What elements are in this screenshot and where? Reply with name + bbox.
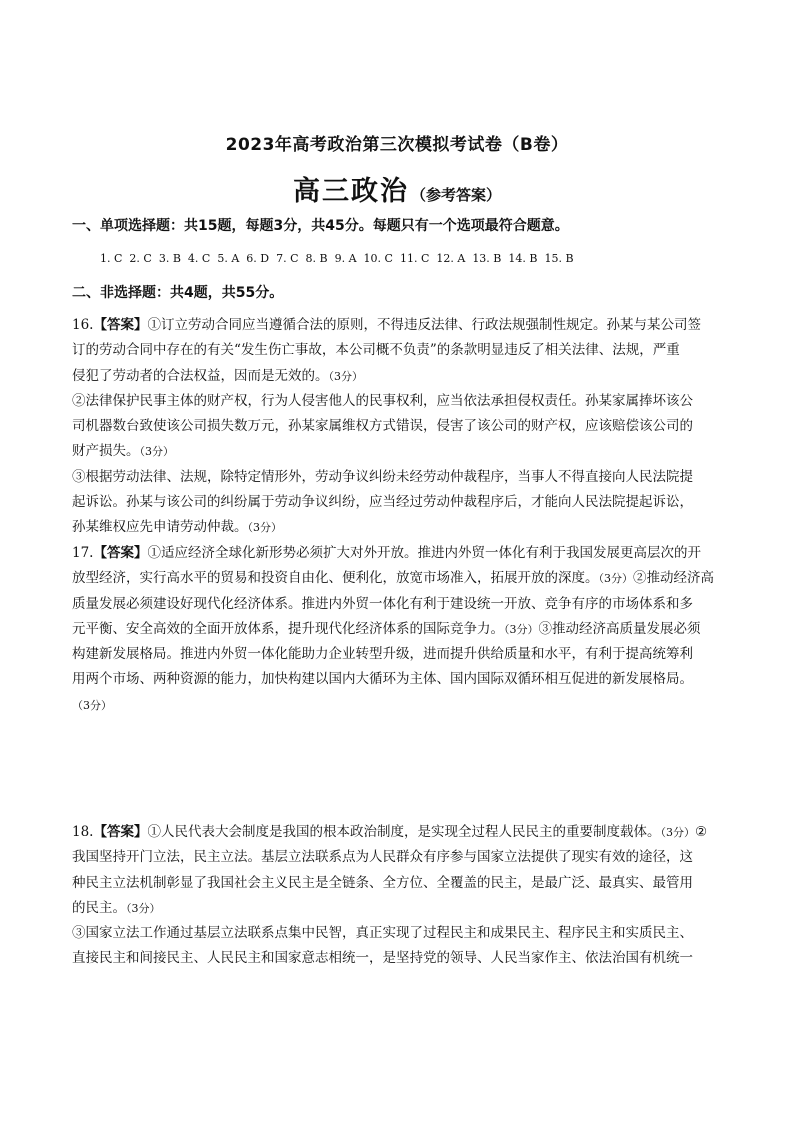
answer-item: 2. C xyxy=(129,252,152,265)
answer-tag: 【答案】 xyxy=(93,317,148,333)
text-line: 订的劳动合同中存在的有关“发生伤亡事故，本公司概不负责”的条款明显违反了相关法律、法规，严重 xyxy=(72,342,680,359)
answer-text: 的民主。 xyxy=(72,899,126,916)
text-line: ②法律保护民事主体的财产权，行为人侵害他人的民事权利，应当依法承担侵权责任。孙某家属捧坏该公 xyxy=(72,392,693,409)
answer-text: ①人民代表大会制度是我国的根本政治制度，是实现全过程人民民主的重要制度载体。 xyxy=(147,824,661,840)
answer-item: 11. C xyxy=(399,252,430,265)
answer-text: 侵犯了劳动者的合法权益，因而是无效的。 xyxy=(72,367,329,384)
text-line xyxy=(72,313,726,338)
answer-item: 10. C xyxy=(363,252,393,265)
text-line xyxy=(72,541,726,566)
section-1-heading: 一、单项选择题：共15题，每题3分，共45分。每题只有一个选项最符合题意。 xyxy=(72,218,569,234)
exam-title: 2023年高考政治第三次模拟考试卷（B卷） xyxy=(225,135,569,155)
text-line: ③根据劳动法律、法规，除特定情形外，劳动争议纠纷未经劳动仲裁程序，当事人不得直接向人民法院提 xyxy=(72,468,693,485)
answer-item: 4. C xyxy=(187,252,211,265)
text-line: 构建新发展格局。推进内外贸一体化能助力企业转型升级，进而提升供给质量和水平，有利于提高统筹利 xyxy=(72,646,693,663)
score-label: （3分） xyxy=(139,445,174,459)
subject-title: 高三政治 xyxy=(292,176,409,207)
score-label: （3分） xyxy=(660,826,695,839)
text-line: 直接民主和间接民主、人民民主和国家意志相统一，是坚持党的领导、人民当家作主、依法治国有机统一 xyxy=(72,950,693,967)
q16-answer xyxy=(72,313,726,541)
score-label: （3分） xyxy=(126,901,161,915)
text-line: 起诉讼。孙某与该公司的纠纷属于劳动争议纠纷，应当经过劳动仲裁程序后，才能向人民法院提起诉讼， xyxy=(72,494,693,511)
answer-item: 6. D xyxy=(246,252,270,265)
score-label: （3分） xyxy=(598,572,633,586)
text-line: 用两个市场、两种资源的能力，加快构建以国内大循环为主体、国内国际双循环相互促进的新发展格局。 xyxy=(72,671,693,688)
answer-item: 9. A xyxy=(334,252,357,265)
text-line xyxy=(72,439,726,464)
answer-item: 14. B xyxy=(508,252,538,265)
answer-text: ①订立劳动合同应当遵循合法的原则，不得违反法律、行政法规强制性规定。孙某与某公司签 xyxy=(147,317,701,333)
q18-answer xyxy=(72,820,726,972)
text-line xyxy=(72,617,726,642)
answer-text: ①适应经济全球化新形势必须扩大对外开放。推进内外贸一体化有利于我国发展更高层次的开 xyxy=(147,545,701,561)
answer-text: 放型经济，实行高水平的贸易和投资自由化、便利化，放宽市场准入，拓展开放的深度。 xyxy=(72,570,599,587)
question-number: 17. xyxy=(72,545,94,561)
answer-text: ② xyxy=(694,824,708,840)
answer-item: 13. B xyxy=(472,252,502,265)
text-line: ③国家立法工作通过基层立法联系点集中民智，真正实现了过程民主和成果民主、程序民主和实质民主、 xyxy=(72,925,693,942)
q17-answer xyxy=(72,541,726,718)
exam-subtitle xyxy=(0,172,794,215)
text-line xyxy=(72,693,726,718)
answer-item: 3. B xyxy=(158,252,181,265)
section-2-heading: 二、非选择题：共4题，共55分。 xyxy=(72,285,284,301)
answer-tag: 【答案】 xyxy=(93,545,148,561)
text-line: 我国坚持开门立法，民主立法。基层立法联系点为人民群众有序参与国家立法提供了现实有效的途径，这 xyxy=(72,849,693,866)
answer-text: 元平衡、安全高效的全面开放体系，提升现代化经济体系的国际竞争力。 xyxy=(72,620,504,637)
text-line: 质量发展必须建设好现代化经济体系。推进内外贸一体化有利于建设统一开放、竞争有序的市场体系和多 xyxy=(72,595,693,612)
text-line xyxy=(72,364,726,389)
answer-text: 财产损失。 xyxy=(72,443,140,460)
text-line: 司机器数台致使该公司损失数万元，孙某家属维权方式错误，侵害了该公司的财产权，应该赔偿该公司的 xyxy=(72,418,693,435)
answer-item: 8. B xyxy=(305,252,328,265)
answer-item: 15. B xyxy=(544,252,574,265)
question-number: 16. xyxy=(72,317,94,333)
text-line xyxy=(72,515,726,540)
answer-item: 1. C xyxy=(100,252,123,265)
answer-tag: 【答案】 xyxy=(93,824,148,840)
text-line xyxy=(72,820,726,845)
score-label: （3分） xyxy=(247,521,282,535)
answer-text: ③推动经济高质量发展必须 xyxy=(538,620,701,637)
text-line: 种民主立法机制彰显了我国社会主义民主是全链条、全方位、全覆盖的民主，是最广泛、最真实、最管用 xyxy=(72,874,693,891)
answer-key-note: （参考答案） xyxy=(410,186,501,204)
answer-item: 5. A xyxy=(217,252,240,265)
score-label: （3分） xyxy=(504,622,539,636)
answer-item: 12. A xyxy=(436,252,466,265)
answer-text: 孙某维权应先申请劳动仲裁。 xyxy=(72,519,248,536)
score-label: （3分） xyxy=(328,369,363,383)
text-line xyxy=(72,566,726,591)
answer-item: 7. C xyxy=(276,252,299,265)
choice-answer-list xyxy=(100,249,720,269)
score-label: （3分） xyxy=(72,698,112,712)
text-line xyxy=(72,896,726,921)
answer-text: ②推动经济高 xyxy=(633,570,714,587)
question-number: 18. xyxy=(72,824,94,840)
